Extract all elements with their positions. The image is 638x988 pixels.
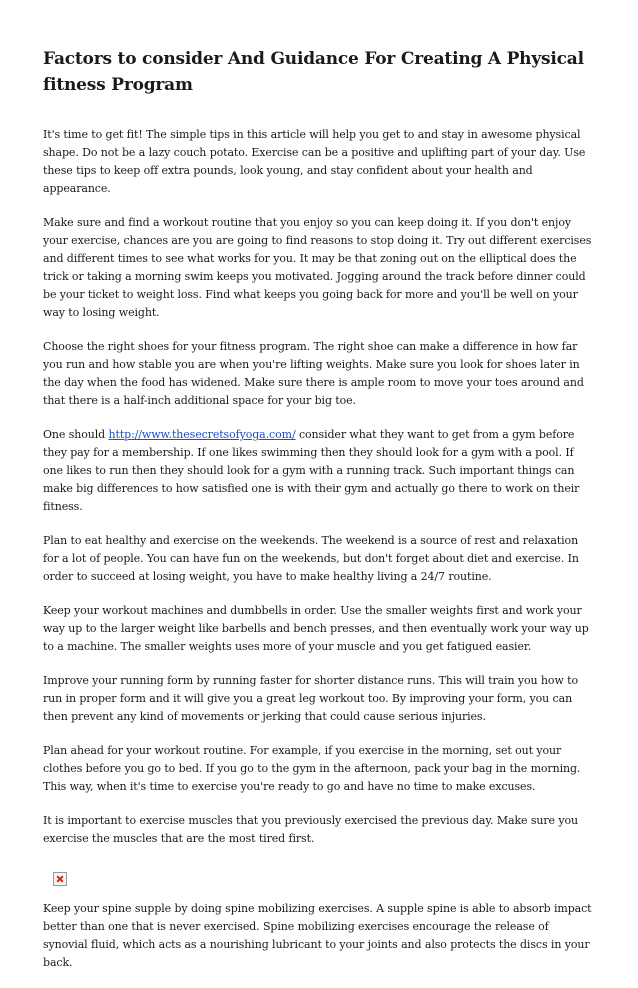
paragraph-gym-membership <box>43 426 596 516</box>
yoga-site-link[interactable]: http://www.thesecretsofyoga.com/ <box>108 428 296 441</box>
broken-image-icon <box>53 872 67 886</box>
paragraph-spine: Keep your spine supple by doing spine mobilizing exercises. A supple spine is able to absorb impact better than one that is never exercised. Spine mobilizing exercises encourage the release of synovial fluid, which acts as a nourishing lubricant to your joints and also protects the discs in your back. <box>43 902 592 969</box>
document-page <box>43 46 596 988</box>
paragraph-intro: It's time to get fit! The simple tips in this article will help you get to and stay in awesome physical shape. Do not be a lazy couch potato. Exercise can be a positive and uplifting part of your day. Use these tips to keep off extra pounds, look young, and stay confident about your health and appearance. <box>43 128 586 195</box>
paragraph-running-form: Improve your running form by running faster for shorter distance runs. This will train you how to run in proper form and it will give you a great leg workout too. By improving your form, you can then prevent any kind of movements or jerking that could cause serious injuries. <box>43 674 578 723</box>
paragraph-dumbbells: Keep your workout machines and dumbbells in order. Use the smaller weights first and work your way up to the larger weight like barbells and bench presses, and then eventually work your way up to a machine. The smaller weights uses more of your muscle and you get fatigued easier. <box>43 604 589 653</box>
paragraph-workout-routine: Make sure and find a workout routine that you enjoy so you can keep doing it. If you don't enjoy your exercise, chances are you are going to find reasons to stop doing it. Try out different exercises and different times to see what works for you. It may be that zoning out on the elliptical does the trick or taking a morning swim keeps you motivated. Jogging around the track before dinner could be your ticket to weight loss. Find what keeps you going back for more and you'll be well on your way to losing weight. <box>43 216 592 319</box>
paragraph-gym-text-after: consider what they want to get from a gym before they pay for a membership. If one likes swimming then they should look for a gym with a pool. If one likes to run then they should look for a gym with a running track. Such important things can make big differences to how satisfied one is with their gym and actually go there to work on their fitness. <box>43 428 580 513</box>
document-title: Factors to consider And Guidance For Creating A Physical fitness Program <box>43 49 584 95</box>
paragraph-weekends: Plan to eat healthy and exercise on the weekends. The weekend is a source of rest and relaxation for a lot of people. You can have fun on the weekends, but don't forget about diet and exercise. In order to succeed at losing weight, you have to make healthy living a 24/7 routine. <box>43 534 579 583</box>
paragraph-tired-muscles: It is important to exercise muscles that you previously exercised the previous day. Make sure you exercise the muscles that are the most tired first. <box>43 814 578 845</box>
paragraph-gym-text-before: One should <box>43 428 109 441</box>
paragraph-plan-ahead: Plan ahead for your workout routine. For example, if you exercise in the morning, set out your clothes before you go to bed. If you go to the gym in the afternoon, pack your bag in the morning. This way, when it's time to exercise you're ready to go and have no time to make excuses. <box>43 744 581 793</box>
paragraph-shoes: Choose the right shoes for your fitness program. The right shoe can make a difference in how far you run and how stable you are when you're lifting weights. Make sure you look for shoes later in the day when the food has widened. Make sure there is ample room to move your toes around and that there is a half-inch additional space for your big toe. <box>43 340 584 407</box>
